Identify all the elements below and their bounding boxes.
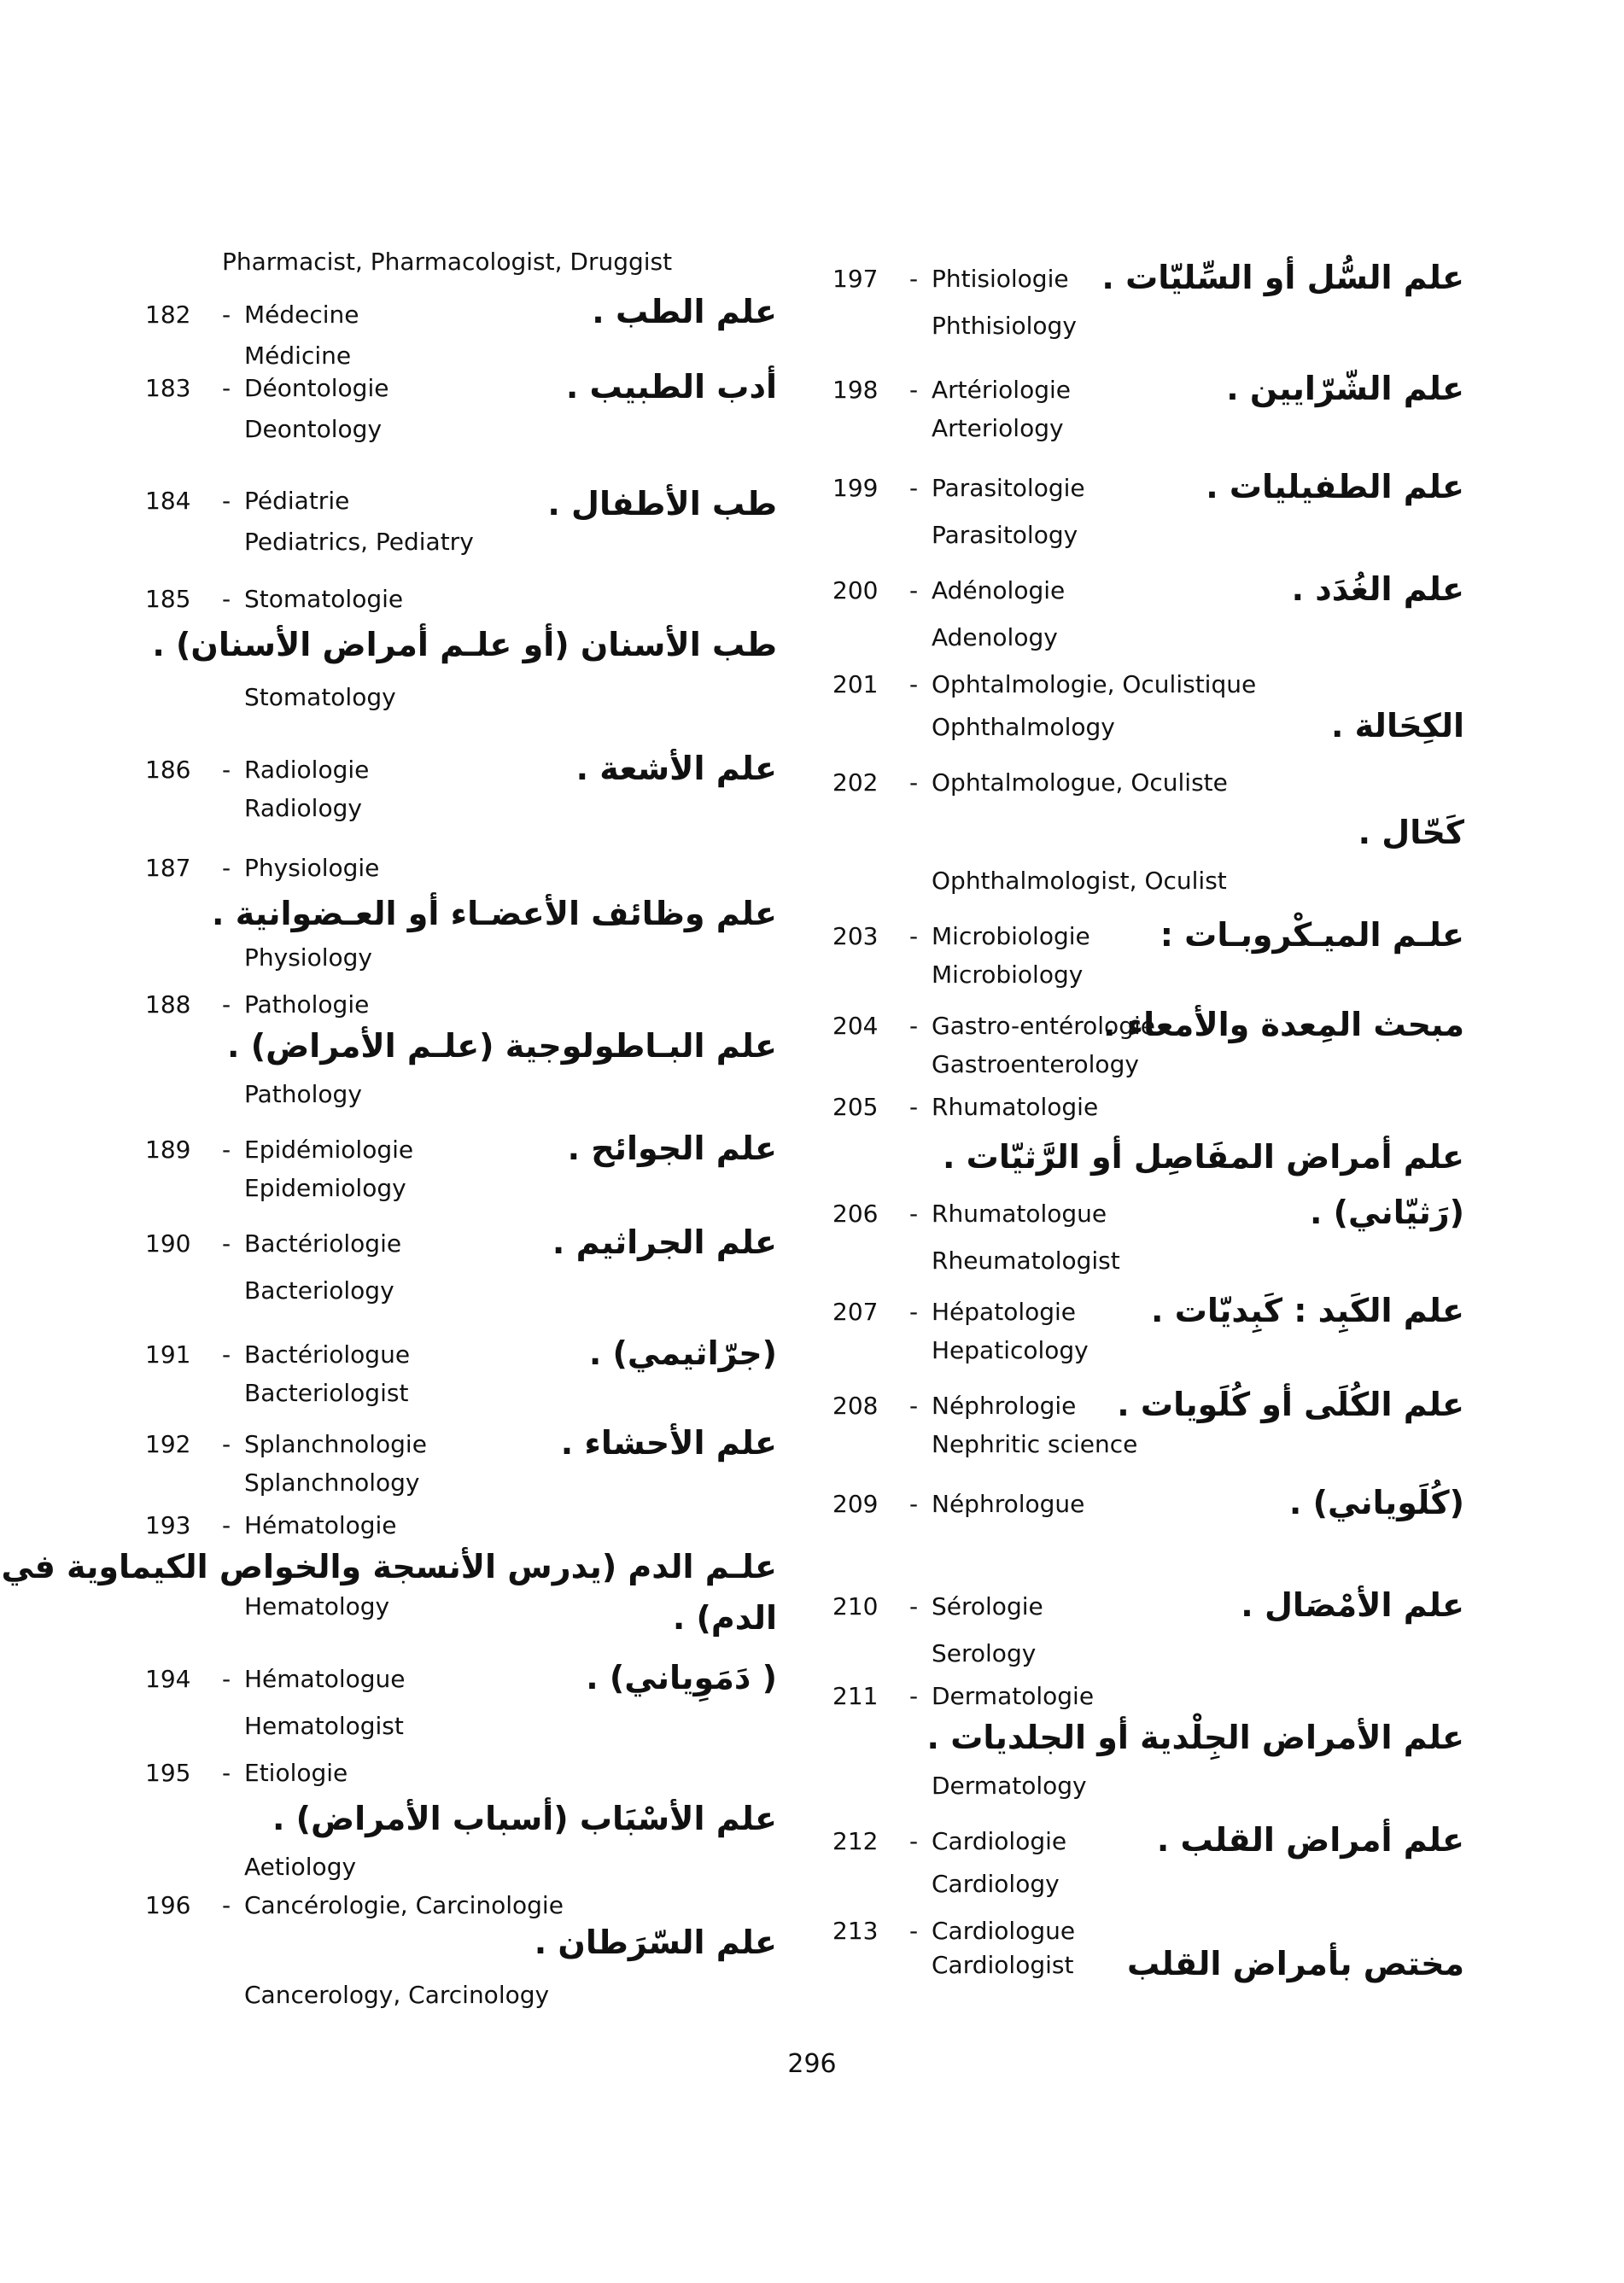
- term-french: Cancérologie, Carcinologie: [244, 1891, 564, 1919]
- term-arabic-continued: الدم) .: [672, 1599, 777, 1637]
- term-number: 213: [832, 1917, 879, 1945]
- term-dash: -: [909, 265, 919, 293]
- term-english: Splanchnology: [244, 1468, 420, 1497]
- term-dash: -: [909, 576, 919, 604]
- term-line: [832, 1298, 1076, 1327]
- term-line: [832, 1392, 1076, 1421]
- term-dash: -: [222, 854, 231, 882]
- column-header: Pharmacist, Pharmacologist, Druggist: [222, 248, 673, 276]
- term-english: Hepaticology: [932, 1336, 1089, 1364]
- term-french: Ophtalmologue, Oculiste: [932, 768, 1228, 797]
- term-line: [832, 1827, 1066, 1856]
- term-line: [145, 374, 388, 403]
- term-dash: -: [222, 1136, 231, 1164]
- term-french: Etiologie: [244, 1759, 348, 1787]
- term-arabic: علم الأسْبَاب (أسباب الأمراض) .: [272, 1800, 777, 1837]
- term-english: Médicine: [244, 342, 352, 370]
- term-dash: -: [222, 1891, 231, 1919]
- term-number: 198: [832, 376, 879, 404]
- term-arabic: علم أمراض المفَاصِل أو الرَّثيّات .: [942, 1138, 1464, 1176]
- term-french: Sérologie: [932, 1592, 1043, 1620]
- term-french: Ophtalmologie, Oculistique: [932, 670, 1257, 698]
- term-line: [145, 1759, 348, 1788]
- term-dash: -: [909, 1490, 919, 1518]
- term-dash: -: [909, 1827, 919, 1855]
- term-arabic: طب الأطفال .: [547, 485, 777, 523]
- term-arabic: علم الطب .: [592, 293, 777, 330]
- term-line: [145, 301, 359, 330]
- term-arabic: علم وظائف الأعضـاء أو العـضوانية .: [212, 895, 777, 932]
- term-line: [832, 1200, 1107, 1229]
- term-number: 202: [832, 768, 879, 797]
- term-english: Microbiology: [932, 960, 1084, 989]
- term-english: Deontology: [244, 415, 383, 443]
- term-arabic: طب الأسنان (أو علـم أمراض الأسنان) .: [152, 626, 777, 663]
- term-english: Pathology: [244, 1080, 362, 1108]
- term-line: [145, 1891, 564, 1920]
- term-french: Rhumatologie: [932, 1093, 1099, 1121]
- term-line: [832, 1490, 1084, 1519]
- term-dash: -: [909, 768, 919, 797]
- term-dash: -: [222, 756, 231, 784]
- term-english: Pediatrics, Pediatry: [244, 528, 474, 556]
- term-english: Hematologist: [244, 1712, 404, 1740]
- term-number: 189: [145, 1136, 191, 1164]
- term-number: 206: [832, 1200, 879, 1228]
- term-number: 197: [832, 265, 879, 293]
- term-arabic: علم السّرَطان .: [534, 1924, 777, 1961]
- term-number: 212: [832, 1827, 879, 1855]
- term-english: Epidemiology: [244, 1174, 406, 1202]
- term-number: 190: [145, 1229, 191, 1258]
- term-number: 185: [145, 585, 191, 613]
- term-line: [145, 585, 403, 614]
- term-english: Parasitology: [932, 521, 1078, 549]
- term-line: [832, 576, 1065, 605]
- term-arabic: ( دَمَوِياني) .: [586, 1659, 777, 1696]
- term-english: Ophthalmology: [932, 713, 1115, 741]
- term-french: Hépatologie: [932, 1298, 1077, 1326]
- term-arabic: علم الأمْصَال .: [1241, 1586, 1464, 1624]
- term-number: 186: [145, 756, 191, 784]
- term-number: 204: [832, 1012, 879, 1040]
- term-english: Cancerology, Carcinology: [244, 1981, 550, 2009]
- term-line: [832, 1917, 1075, 1946]
- term-arabic: علم البـاطولوجية (علـم الأمراض) .: [227, 1027, 777, 1065]
- term-number: 211: [832, 1682, 879, 1710]
- term-english: Adenology: [932, 623, 1058, 651]
- term-number: 194: [145, 1665, 191, 1693]
- term-arabic: كَحّال .: [1358, 814, 1464, 851]
- term-dash: -: [909, 1012, 919, 1040]
- term-arabic: أدب الطبيب .: [565, 368, 777, 406]
- term-arabic: علم الجراثيم .: [552, 1223, 777, 1261]
- term-english: Physiology: [244, 943, 372, 972]
- term-dash: -: [909, 1592, 919, 1620]
- term-french: Médecine: [244, 301, 359, 329]
- term-arabic: علم الطفيليات .: [1206, 468, 1464, 505]
- term-french: Gastro-entérologie: [932, 1012, 1155, 1040]
- term-english: Nephritic science: [932, 1430, 1138, 1458]
- term-dash: -: [909, 1093, 919, 1121]
- term-dash: -: [909, 670, 919, 698]
- term-french: Adénologie: [932, 576, 1066, 604]
- term-number: 195: [145, 1759, 191, 1787]
- term-french: Artériologie: [932, 376, 1071, 404]
- term-english: Rheumatologist: [932, 1247, 1120, 1275]
- term-french: Néphrologie: [932, 1392, 1077, 1420]
- term-number: 203: [832, 922, 879, 950]
- term-line: [145, 487, 349, 516]
- term-number: 183: [145, 374, 191, 402]
- term-dash: -: [222, 1511, 231, 1539]
- term-french: Hématologie: [244, 1511, 397, 1539]
- term-number: 210: [832, 1592, 879, 1620]
- term-arabic: علم الكَبِد : كَبِديّات .: [1151, 1292, 1464, 1329]
- term-dash: -: [222, 585, 231, 613]
- term-french: Splanchnologie: [244, 1430, 427, 1458]
- term-line: [832, 768, 1228, 797]
- term-english: Aetiology: [244, 1853, 357, 1881]
- term-french: Microbiologie: [932, 922, 1090, 950]
- term-number: 199: [832, 474, 879, 502]
- term-dash: -: [222, 1430, 231, 1458]
- term-dash: -: [222, 1340, 231, 1369]
- term-arabic: علم أمراض القلب .: [1156, 1821, 1464, 1859]
- term-arabic: علم الأحشاء .: [560, 1424, 777, 1462]
- term-number: 188: [145, 990, 191, 1019]
- term-arabic: علم الجوائح .: [567, 1130, 777, 1167]
- term-english: Phthisiology: [932, 312, 1077, 340]
- term-english: Cardiology: [932, 1870, 1060, 1898]
- term-dash: -: [222, 1229, 231, 1258]
- term-number: 191: [145, 1340, 191, 1369]
- term-line: [832, 1093, 1098, 1122]
- term-dash: -: [909, 1917, 919, 1945]
- term-arabic: علم الأشعة .: [575, 750, 777, 787]
- term-dash: -: [909, 1200, 919, 1228]
- term-arabic: علم الكُلَى أو كُلَويات .: [1117, 1386, 1464, 1423]
- term-english: Cardiologist: [932, 1951, 1074, 1979]
- term-number: 184: [145, 487, 191, 515]
- term-line: [145, 854, 379, 883]
- term-french: Bactériologue: [244, 1340, 411, 1369]
- term-number: 193: [145, 1511, 191, 1539]
- term-arabic: علم الغُدَد .: [1291, 570, 1464, 608]
- term-english: Hematology: [244, 1592, 390, 1620]
- term-dash: -: [222, 487, 231, 515]
- term-number: 207: [832, 1298, 879, 1326]
- term-number: 209: [832, 1490, 879, 1518]
- term-line: [145, 756, 369, 785]
- term-english: Arteriology: [932, 414, 1064, 442]
- term-dash: -: [909, 376, 919, 404]
- term-english: Ophthalmologist, Oculist: [932, 867, 1227, 895]
- term-french: Rhumatologue: [932, 1200, 1107, 1228]
- term-french: Hématologue: [244, 1665, 406, 1693]
- term-number: 200: [832, 576, 879, 604]
- term-french: Parasitologie: [932, 474, 1085, 502]
- term-line: [832, 670, 1256, 699]
- term-number: 205: [832, 1093, 879, 1121]
- term-number: 196: [145, 1891, 191, 1919]
- term-number: 187: [145, 854, 191, 882]
- term-english: Dermatology: [932, 1772, 1087, 1800]
- term-english: Bacteriology: [244, 1276, 394, 1305]
- term-french: Dermatologie: [932, 1682, 1095, 1710]
- term-dash: -: [222, 990, 231, 1019]
- term-dash: -: [909, 474, 919, 502]
- term-dash: -: [909, 1298, 919, 1326]
- term-arabic: (كُلَوياني) .: [1288, 1484, 1464, 1521]
- term-arabic: علم الشّرّايين .: [1226, 370, 1464, 407]
- term-line: [145, 1430, 427, 1459]
- term-arabic: مختص بأمراض القلب: [1127, 1945, 1464, 1982]
- term-arabic: علـم الميـكْروبـات :: [1160, 916, 1464, 954]
- term-line: [832, 474, 1085, 503]
- term-number: 192: [145, 1430, 191, 1458]
- term-dash: -: [222, 1665, 231, 1693]
- term-arabic: مبحث المِعدة والأمعاء .: [1103, 1006, 1464, 1043]
- term-line: [145, 990, 369, 1019]
- term-dash: -: [222, 301, 231, 329]
- term-french: Cardiologie: [932, 1827, 1067, 1855]
- term-english: Bacteriologist: [244, 1379, 409, 1407]
- term-line: [145, 1665, 405, 1694]
- term-line: [145, 1136, 413, 1165]
- term-french: Bactériologie: [244, 1229, 402, 1258]
- term-french: Pédiatrie: [244, 487, 350, 515]
- term-english: Radiology: [244, 794, 362, 822]
- term-french: Physiologie: [244, 854, 380, 882]
- term-english: Gastroenterology: [932, 1050, 1139, 1078]
- term-dash: -: [222, 1759, 231, 1787]
- term-number: 208: [832, 1392, 879, 1420]
- page-number: 296: [787, 2049, 837, 2079]
- term-arabic: الكِحَالة .: [1330, 707, 1464, 744]
- term-arabic: (رَثيّاني) .: [1309, 1194, 1464, 1231]
- term-line: [145, 1229, 401, 1258]
- term-french: Néphrologue: [932, 1490, 1085, 1518]
- term-line: [832, 265, 1069, 294]
- term-arabic: علـم الدم (يدرس الأنسجة والخواص الكيماوية في: [1, 1548, 777, 1585]
- term-line: [832, 1592, 1043, 1621]
- term-line: [832, 376, 1071, 405]
- term-line: [145, 1340, 410, 1369]
- term-dash: -: [222, 374, 231, 402]
- term-english: Serology: [932, 1639, 1037, 1667]
- term-french: Pathologie: [244, 990, 370, 1019]
- term-french: Radiologie: [244, 756, 370, 784]
- term-line: [832, 1682, 1094, 1711]
- term-dash: -: [909, 1392, 919, 1420]
- term-french: Cardiologue: [932, 1917, 1076, 1945]
- term-line: [145, 1511, 397, 1540]
- term-arabic: علم الأمراض الجِلْدية أو الجلديات .: [926, 1719, 1464, 1756]
- term-french: Stomatologie: [244, 585, 404, 613]
- term-french: Epidémiologie: [244, 1136, 414, 1164]
- term-english: Stomatology: [244, 683, 396, 711]
- term-french: Déontologie: [244, 374, 389, 402]
- term-french: Phtisiologie: [932, 265, 1069, 293]
- term-dash: -: [909, 1682, 919, 1710]
- term-number: 201: [832, 670, 879, 698]
- term-arabic: علم السُّل أو السِّليّات .: [1101, 259, 1464, 296]
- term-arabic: (جرّاثيمي) .: [588, 1334, 777, 1372]
- term-line: [832, 922, 1090, 951]
- term-number: 182: [145, 301, 191, 329]
- term-dash: -: [909, 922, 919, 950]
